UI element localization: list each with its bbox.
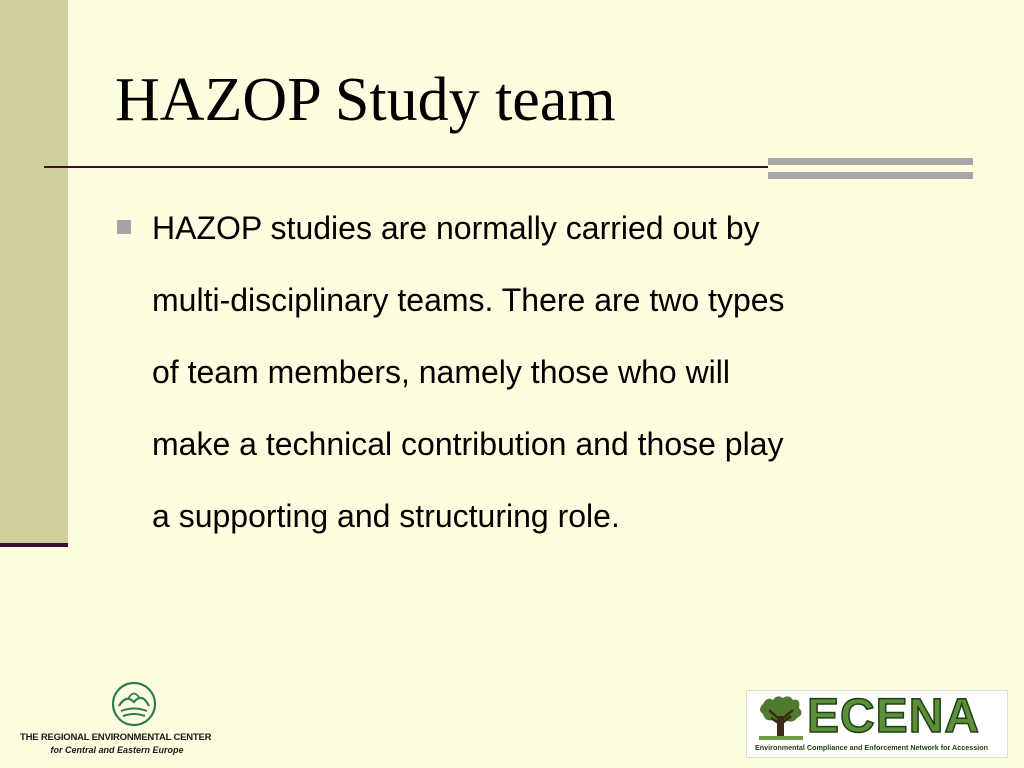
ecena-wordmark: ECENA <box>807 690 981 743</box>
title-rule <box>44 166 768 168</box>
ecena-subtitle: Environmental Compliance and Enforcement Network for Accession <box>755 743 988 752</box>
slide-title: HAZOP Study team <box>115 66 616 134</box>
bullet-line: of team members, namely those who will <box>152 354 730 390</box>
rec-name: THE REGIONAL ENVIRONMENTAL CENTER <box>20 732 212 743</box>
ecena-logo <box>746 690 1008 758</box>
bullet-line: make a technical contribution and those play <box>152 426 784 462</box>
decorative-bar-bottom <box>768 172 973 179</box>
rec-logo <box>20 680 220 760</box>
bullet-line: multi-disciplinary teams. There are two types <box>152 282 785 318</box>
side-band-rule <box>0 543 68 547</box>
side-band <box>0 0 68 545</box>
bullet-square-icon <box>117 220 131 234</box>
bullet-line: HAZOP studies are normally carried out by <box>152 210 760 246</box>
bullet-text <box>152 192 952 552</box>
bullet-line: a supporting and structuring role. <box>152 498 620 534</box>
rec-subtitle: for Central and Eastern Europe <box>50 745 184 755</box>
tree-icon <box>757 694 805 742</box>
decorative-bar-top <box>768 158 973 165</box>
regional-environmental-center-emblem-icon <box>110 680 158 728</box>
